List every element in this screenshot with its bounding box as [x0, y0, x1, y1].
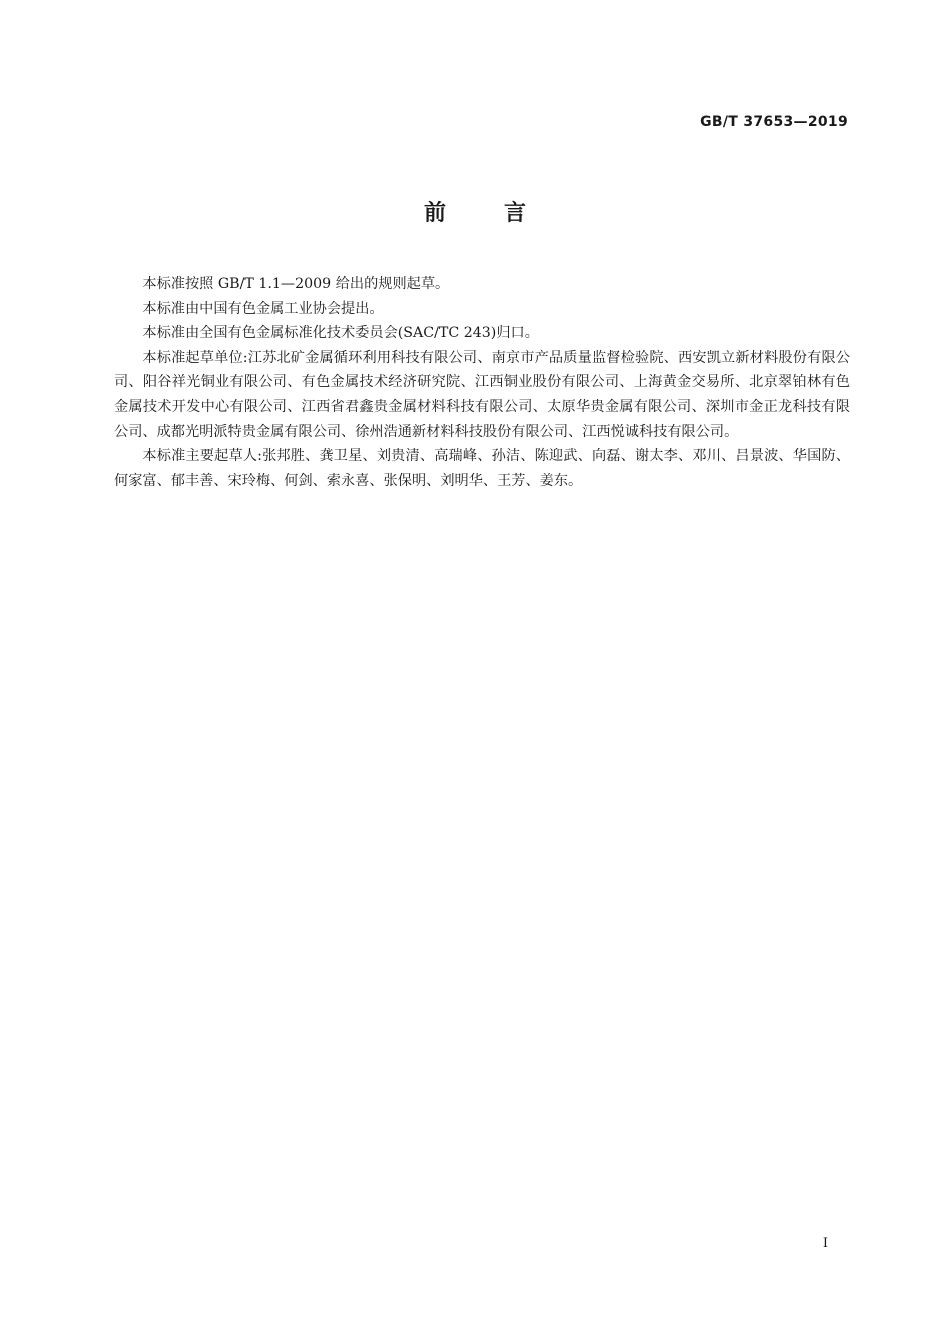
page-title: 前言	[423, 201, 584, 226]
paragraph-drafting-organizations: 本标准起草单位:江苏北矿金属循环利用科技有限公司、南京市产品质量监督检验院、西安凯立新材料股份有限公司、阳谷祥光铜业有限公司、有色金属技术经济研究院、江西铜业股份有限公司、上海黄金交易所、北京翠铂林有色金属技术开发中心有限公司、江西省君鑫贵金属材料科技有限公司、太原华贵金属有限公司、深圳市金正龙科技有限公司、成都光明派特贵金属有限公司、徐州浩通新材料科技股份有限公司、江西悦诚科技有限公司。	[114, 349, 850, 440]
standard-number: GB/T 37653—2019	[700, 114, 848, 130]
page-number: I	[822, 1236, 828, 1251]
paragraph-administration: 本标准由全国有色金属标准化技术委员会(SAC/TC 243)归口。	[142, 325, 539, 342]
paragraph-proposer: 本标准由中国有色金属工业协会提出。	[142, 300, 384, 317]
paragraph-drafters: 本标准主要起草人:张邦胜、龚卫星、刘贵清、高瑞峰、孙洁、陈迎武、向磊、谢太李、邓川、吕景波、华国防、何家富、郁丰善、宋玲梅、何剑、索永喜、张保明、刘明华、王芳、姜东。	[114, 448, 850, 489]
paragraph-drafting-rules: 本标准按照 GB/T 1.1—2009 给出的规则起草。	[142, 276, 450, 292]
foreword-body	[114, 272, 850, 493]
